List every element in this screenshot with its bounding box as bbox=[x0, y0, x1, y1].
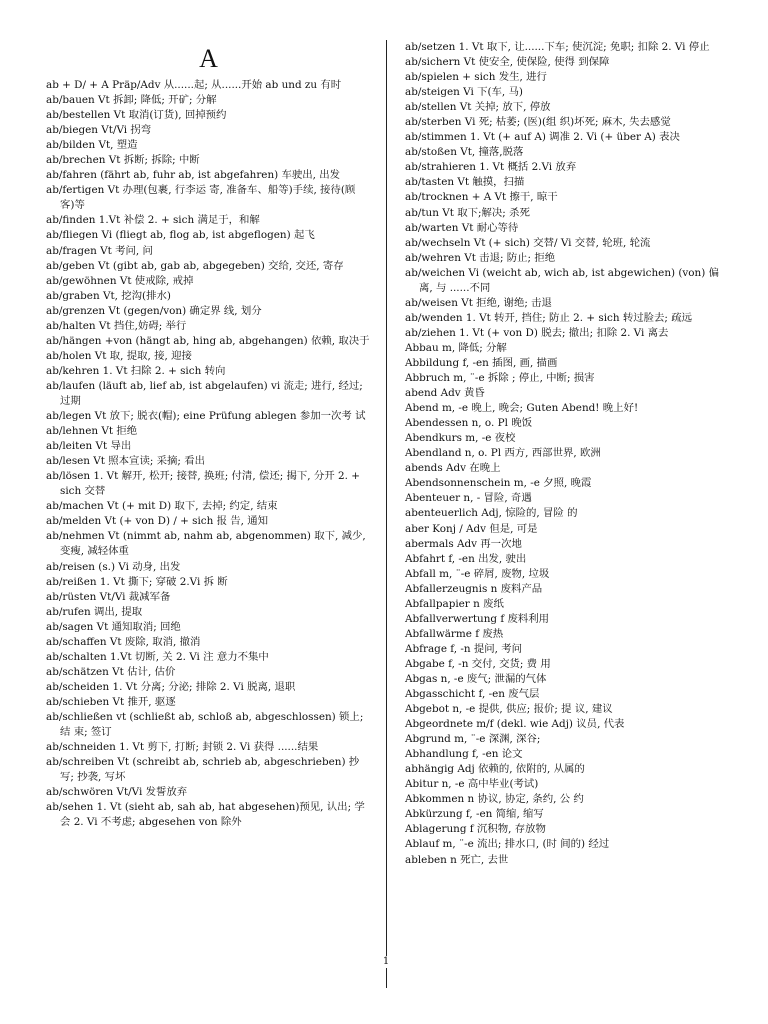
dictionary-entry: ab/sehen 1. Vt (sieht ab, sah ab, hat abgesehen)预见, 认出; 学会 2. Vi 不考虑; abgesehen von 除外 bbox=[46, 801, 365, 829]
dictionary-entry: ab/schließen vt (schließt ab, schloß ab, abgeschlossen) 锁上; 结 束; 签订 bbox=[46, 710, 364, 739]
dictionary-entry: ab/tun Vt 取下;解决; 杀死 bbox=[405, 206, 530, 219]
dictionary-entry: ab/wechseln Vt (+ sich) 交替/ Vi 交替, 轮班, 轮流 bbox=[405, 236, 651, 249]
dictionary-entry: Abfallwärme f 废热 bbox=[405, 627, 504, 640]
dictionary-entry: Abendsonnenschein m, -e 夕照, 晚霞 bbox=[405, 477, 592, 490]
dictionary-entry: ab/stellen Vt 关掉; 放下, 停放 bbox=[405, 101, 551, 114]
dictionary-entry: ab/schieben Vt 推开, 驱逐 bbox=[46, 695, 176, 708]
dictionary-entry: ab/schwören Vt/Vi 发誓放弃 bbox=[46, 786, 188, 799]
dictionary-entry: ab/bauen Vt 拆卸; 降低; 开矿; 分解 bbox=[46, 94, 217, 107]
section-letter: A bbox=[199, 44, 218, 73]
dictionary-entry: ab/rufen 调出, 提取 bbox=[46, 605, 143, 618]
dictionary-entry: ab/strahieren 1. Vt 概括 2.Vi 放弃 bbox=[405, 161, 577, 174]
dictionary-entry: ab/stimmen 1. Vt (+ auf A) 调准 2. Vi (+ über A) 表决 bbox=[405, 131, 680, 144]
dictionary-entry: ab/rüsten Vt/Vi 裁减军备 bbox=[46, 590, 171, 603]
dictionary-entry: Abendkurs m, -e 夜校 bbox=[405, 432, 516, 445]
dictionary-entry: ab/schätzen Vt 估计, 估价 bbox=[46, 665, 176, 678]
dictionary-entry: Ablagerung f 沉积物, 存放物 bbox=[405, 823, 546, 836]
dictionary-entry: ab/ziehen 1. Vt (+ von D) 脱去; 撤出; 扣除 2. Vi 离去 bbox=[405, 326, 669, 339]
dictionary-entry: abends Adv 在晚上 bbox=[405, 462, 501, 475]
dictionary-entry: ab/nehmen Vt (nimmt ab, nahm ab, abgenommen) 取下, 减少, 变瘦, 减轻体重 bbox=[46, 530, 366, 558]
dictionary-entry: Abgas n, -e 废气; 泄漏的气体 bbox=[405, 672, 547, 685]
dictionary-entry: ab/lehnen Vt 拒绝 bbox=[46, 425, 138, 438]
dictionary-entry: ab/finden 1.Vt 补偿 2. + sich 满足于，和解 bbox=[46, 214, 260, 227]
dictionary-entry: ab/reißen 1. Vt 撕下; 穿破 2.Vi 拆 断 bbox=[46, 575, 228, 588]
dictionary-entry: ab/fragen Vt 考问, 问 bbox=[46, 244, 153, 257]
dictionary-entry: ab/wenden 1. Vt 转开, 挡住; 防止 2. + sich 转过脸去; 疏远 bbox=[405, 311, 692, 324]
dictionary-entry: ab/spielen + sich 发生, 进行 bbox=[405, 71, 547, 84]
dictionary-entry: ab/stoßen Vt, 撞落,脱落 bbox=[405, 146, 524, 159]
dictionary-entry: ab/schalten 1.Vt 切断, 关 2. Vi 注 意力不集中 bbox=[46, 650, 269, 663]
dictionary-entry: ab/gewöhnen Vt 使戒除, 戒掉 bbox=[46, 274, 194, 287]
dictionary-entry: ab/legen Vt 放下; 脱衣(帽); eine Prüfung ablegen 参加一次考 试 bbox=[46, 410, 366, 423]
dictionary-entry: ab/grenzen Vt (gegen/von) 确定界 线, 划分 bbox=[46, 304, 262, 317]
dictionary-entry: Abfahrt f, -en 出发, 驶出 bbox=[405, 552, 527, 565]
dictionary-entry: Abendessen n, o. Pl 晚饭 bbox=[405, 417, 532, 430]
dictionary-entry: ab/sterben Vi 死; 枯萎; (医)(组 织)坏死; 麻木, 失去感觉 bbox=[405, 116, 671, 129]
dictionary-entry: ab/hängen +von (hängt ab, hing ab, abgehangen) 依赖, 取决于 bbox=[46, 334, 370, 347]
dictionary-entry: ab/fertigen Vt 办理(包裹, 行李运 寄, 准备车、船等)手续, 接待(顾 客)等 bbox=[46, 184, 356, 212]
dictionary-entry: ab/graben Vt, 挖沟(排水) bbox=[46, 289, 171, 302]
dictionary-entry: ab/reisen (s.) Vi 动身, 出发 bbox=[46, 560, 181, 573]
dictionary-entry: Abfallpapier n 废纸 bbox=[405, 597, 504, 610]
dictionary-entry: ab/tasten Vt 触摸，扫描 bbox=[405, 176, 525, 189]
dictionary-entry: ab/leiten Vt 导出 bbox=[46, 440, 132, 453]
left-column bbox=[46, 44, 371, 830]
dictionary-entry: ab/geben Vt (gibt ab, gab ab, abgegeben) 交给, 交还, 寄存 bbox=[46, 259, 344, 272]
dictionary-entry: ab/schreiben Vt (schreibt ab, schrieb ab, abgeschrieben) 抄写; 抄袭, 写坏 bbox=[46, 756, 360, 784]
dictionary-entry: ab/biegen Vt/Vi 拐弯 bbox=[46, 124, 152, 137]
dictionary-entry: Abfrage f, -n 提问, 考问 bbox=[405, 642, 523, 655]
page-number: 1 bbox=[380, 956, 392, 968]
dictionary-entry: ab/fahren (fährt ab, fuhr ab, ist abgefahren) 车驶出, 出发 bbox=[46, 169, 341, 182]
dictionary-entry: ab/weisen Vt 拒绝, 谢绝; 击退 bbox=[405, 296, 552, 309]
column-divider bbox=[386, 40, 387, 988]
dictionary-entry: ab/brechen Vt 拆断; 拆除; 中断 bbox=[46, 154, 200, 167]
dictionary-entry: ab/bilden Vt, 塑造 bbox=[46, 139, 138, 152]
dictionary-entry: Abgeordnete m/f (dekl. wie Adj) 议员, 代表 bbox=[405, 718, 625, 731]
dictionary-entry: ab/sichern Vt 使安全, 使保险, 使得 到保障 bbox=[405, 56, 610, 69]
dictionary-entry: abend Adv 黄昏 bbox=[405, 387, 485, 400]
dictionary-entry: Abitur n, -e 高中毕业(考试) bbox=[405, 778, 539, 791]
dictionary-entry: ab/machen Vt (+ mit D) 取下, 去掉; 约定, 结束 bbox=[46, 500, 278, 513]
dictionary-entry: ab/weichen Vi (weicht ab, wich ab, ist abgewichen) (von) 偏离, 与 ......不同 bbox=[405, 266, 719, 294]
dictionary-entry: aber Konj / Adv 但是, 可是 bbox=[405, 522, 538, 535]
dictionary-entry: ab/sagen Vt 通知取消; 回绝 bbox=[46, 620, 181, 633]
dictionary-entry: Abenteuer n, - 冒险, 奇遇 bbox=[405, 492, 532, 505]
dictionary-entry: Abhandlung f, -en 论文 bbox=[405, 748, 523, 761]
dictionary-entry: ab/lesen Vt 照本宣读; 采摘; 看出 bbox=[46, 455, 206, 468]
dictionary-entry: Ablauf m, ¨-e 流出; 排水口, (时 间的) 经过 bbox=[405, 838, 610, 851]
dictionary-entry: ab/halten Vt 挡住,妨碍; 举行 bbox=[46, 319, 187, 332]
dictionary-entry: ab/lösen 1. Vt 解开, 松开; 接替, 换班; 付清, 偿还; 揭下, 分开 2. + sich 交替 bbox=[46, 470, 360, 498]
dictionary-entry: Abfall m, ¨-e 碎屑, 废物, 垃圾 bbox=[405, 567, 550, 580]
dictionary-entry: Abend m, -e 晚上, 晚会; Guten Abend! 晚上好! bbox=[405, 402, 639, 415]
dictionary-entry: ab/steigen Vi 下(车, 马) bbox=[405, 86, 523, 99]
dictionary-entry: ab/bestellen Vt 取消(订货), 回掉预约 bbox=[46, 109, 227, 122]
dictionary-entry: Abfallverwertung f 废料利用 bbox=[405, 612, 550, 625]
dictionary-entry: Abbruch m, ¨-e 拆除 ; 停止, 中断; 损害 bbox=[405, 372, 595, 385]
dictionary-entry: ab/melden Vt (+ von D) / + sich 报 告, 通知 bbox=[46, 515, 269, 528]
right-entry-list bbox=[405, 40, 730, 868]
dictionary-entry: ab/holen Vt 取, 提取, 接, 迎接 bbox=[46, 349, 192, 362]
dictionary-entry: Abfallerzeugnis n 废料产品 bbox=[405, 582, 543, 595]
dictionary-entry: ab + D/ + A Präp/Adv 从......起; 从......开始 ab und zu 有时 bbox=[46, 79, 342, 91]
dictionary-entry: Abgrund m, ¨-e 深渊, 深谷; bbox=[405, 733, 541, 746]
dictionary-entry: ab/schneiden 1. Vt 剪下, 打断; 封锁 2. Vi 获得 ......结果 bbox=[46, 741, 319, 754]
dictionary-entry: Abbau m, 降低; 分解 bbox=[405, 341, 507, 354]
left-entry-list bbox=[46, 78, 371, 830]
dictionary-entry: ab/fliegen Vi (fliegt ab, flog ab, ist abgeflogen) 起飞 bbox=[46, 229, 315, 242]
dictionary-entry: Abgabe f, -n 交付, 交货; 费 用 bbox=[405, 657, 551, 670]
dictionary-entry: ab/schaffen Vt 废除, 取消, 撤消 bbox=[46, 635, 201, 648]
dictionary-entry: Abgebot n, -e 提供, 供应; 报价; 提 议, 建议 bbox=[405, 703, 613, 716]
dictionary-entry: ab/wehren Vt 击退; 防止; 拒绝 bbox=[405, 251, 556, 264]
right-column bbox=[405, 40, 730, 868]
dictionary-entry: ab/trocknen + A Vt 擦干, 晾干 bbox=[405, 191, 558, 204]
dictionary-entry: ab/scheiden 1. Vt 分离; 分泌; 排除 2. Vi 脱离, 退职 bbox=[46, 680, 296, 693]
dictionary-entry: abenteuerlich Adj, 惊险的, 冒险 的 bbox=[405, 507, 578, 520]
dictionary-entry: Abgasschicht f, -en 废气层 bbox=[405, 688, 540, 701]
dictionary-entry: ab/kehren 1. Vt 扫除 2. + sich 转向 bbox=[46, 364, 226, 377]
dictionary-entry: Abkürzung f, -en 简缩, 缩写 bbox=[405, 808, 544, 821]
dictionary-entry: abhängig Adj 依赖的, 依附的, 从属的 bbox=[405, 763, 585, 776]
dictionary-entry: ab/laufen (läuft ab, lief ab, ist abgelaufen) vi 流走; 进行, 经过; 过期 bbox=[46, 379, 363, 407]
dictionary-entry: Abendland n, o. Pl 西方, 西部世界, 欧洲 bbox=[405, 447, 601, 460]
dictionary-entry: ab/warten Vt 耐心等待 bbox=[405, 221, 519, 234]
dictionary-entry: ableben n 死亡, 去世 bbox=[405, 853, 509, 866]
dictionary-entry: ab/setzen 1. Vt 取下, 让......下车; 使沉淀; 免职; 扣除 2. Vi 停止 bbox=[405, 41, 710, 53]
dictionary-entry: Abkommen n 协议, 协定, 条约, 公 约 bbox=[405, 793, 584, 806]
dictionary-entry: abermals Adv 再一次地 bbox=[405, 537, 522, 550]
dictionary-entry: Abbildung f, -en 插图, 画, 描画 bbox=[405, 356, 558, 369]
